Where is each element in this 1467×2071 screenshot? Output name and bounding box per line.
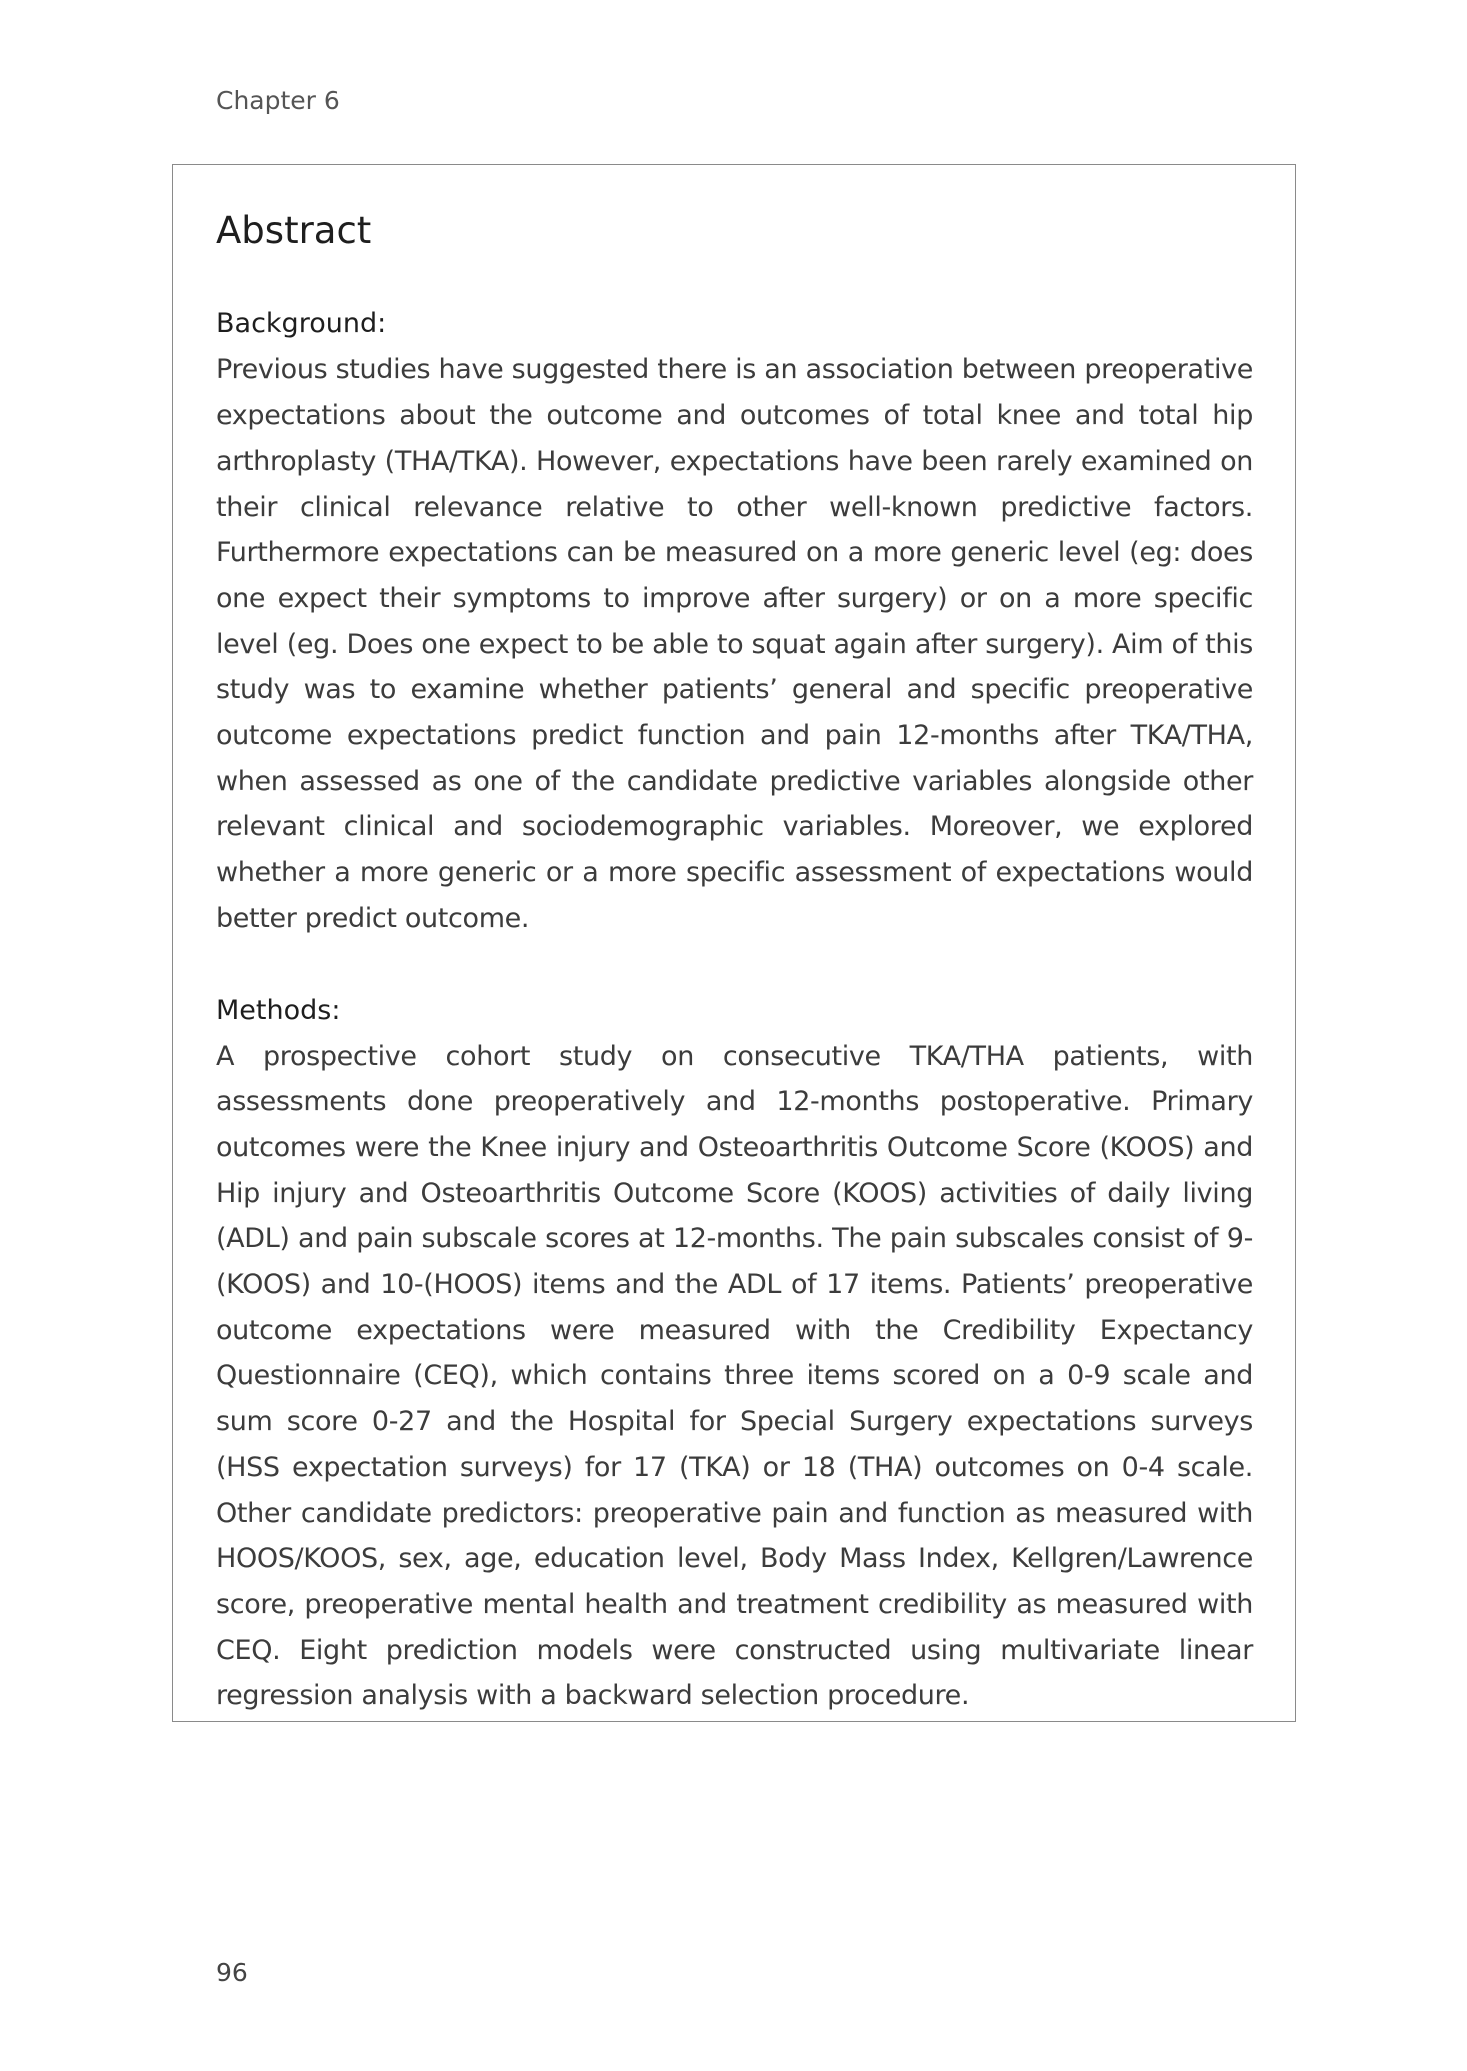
methods-heading: Methods: — [216, 994, 341, 1026]
abstract-box — [172, 164, 1296, 1722]
methods-section — [216, 988, 1253, 1720]
background-section — [216, 301, 1253, 941]
page-number: 96 — [216, 1958, 248, 1987]
running-head: Chapter 6 — [216, 86, 340, 115]
background-text: Previous studies have suggested there is an association between preoperative expectations about the outcome and outcomes of total knee and total hip arthroplasty (THA/TKA). However, expectations have been rarely examined on their clinical relevance relative to other well-known predictive factors. Furthermore expectations can be measured on a more generic level (eg: does one expect their symptoms to improve after surgery) or on a more specific level (eg. Does one expect to be able to squat again after surgery). Aim of this study was to examine whether patients’ general and specific preoperative outcome expectations predict function and pain 12-months after TKA/THA, when assessed as one of the candidate predictive variables alongside other relevant clinical and sociodemographic variables. Moreover, we explored whether a more generic or a more specific assessment of expectations would better predict outcome. — [216, 354, 1253, 934]
abstract-title: Abstract — [216, 209, 372, 252]
methods-text: A prospective cohort study on consecutive TKA/THA patients, with assessments done preoperatively and 12-months postoperative. Primary outcomes were the Knee injury and Osteoarthritis Outcome Score (KOOS) and Hip injury and Osteoarthritis Outcome Score (KOOS) activities of daily living (ADL) and pain subscale scores at 12-months. The pain subscales consist of 9-(KOOS) and 10-(HOOS) items and the ADL of 17 items. Patients’ preoperative outcome expectations were measured with the Credibility Expectancy Questionnaire (CEQ), which contains three items scored on a 0-9 scale and sum score 0-27 and the Hospital for Special Surgery expectations surveys (HSS expectation surveys) for 17 (TKA) or 18 (THA) outcomes on 0-4 scale. Other candidate predictors: preoperative pain and function as measured with HOOS/KOOS, sex, age, education level, Body Mass Index, Kellgren/Lawrence score, preoperative mental health and treatment credibility as measured with CEQ. Eight prediction models were constructed using multivariate linear regression analysis with a backward selection procedure. — [216, 1040, 1253, 1712]
background-heading: Background: — [216, 308, 387, 340]
